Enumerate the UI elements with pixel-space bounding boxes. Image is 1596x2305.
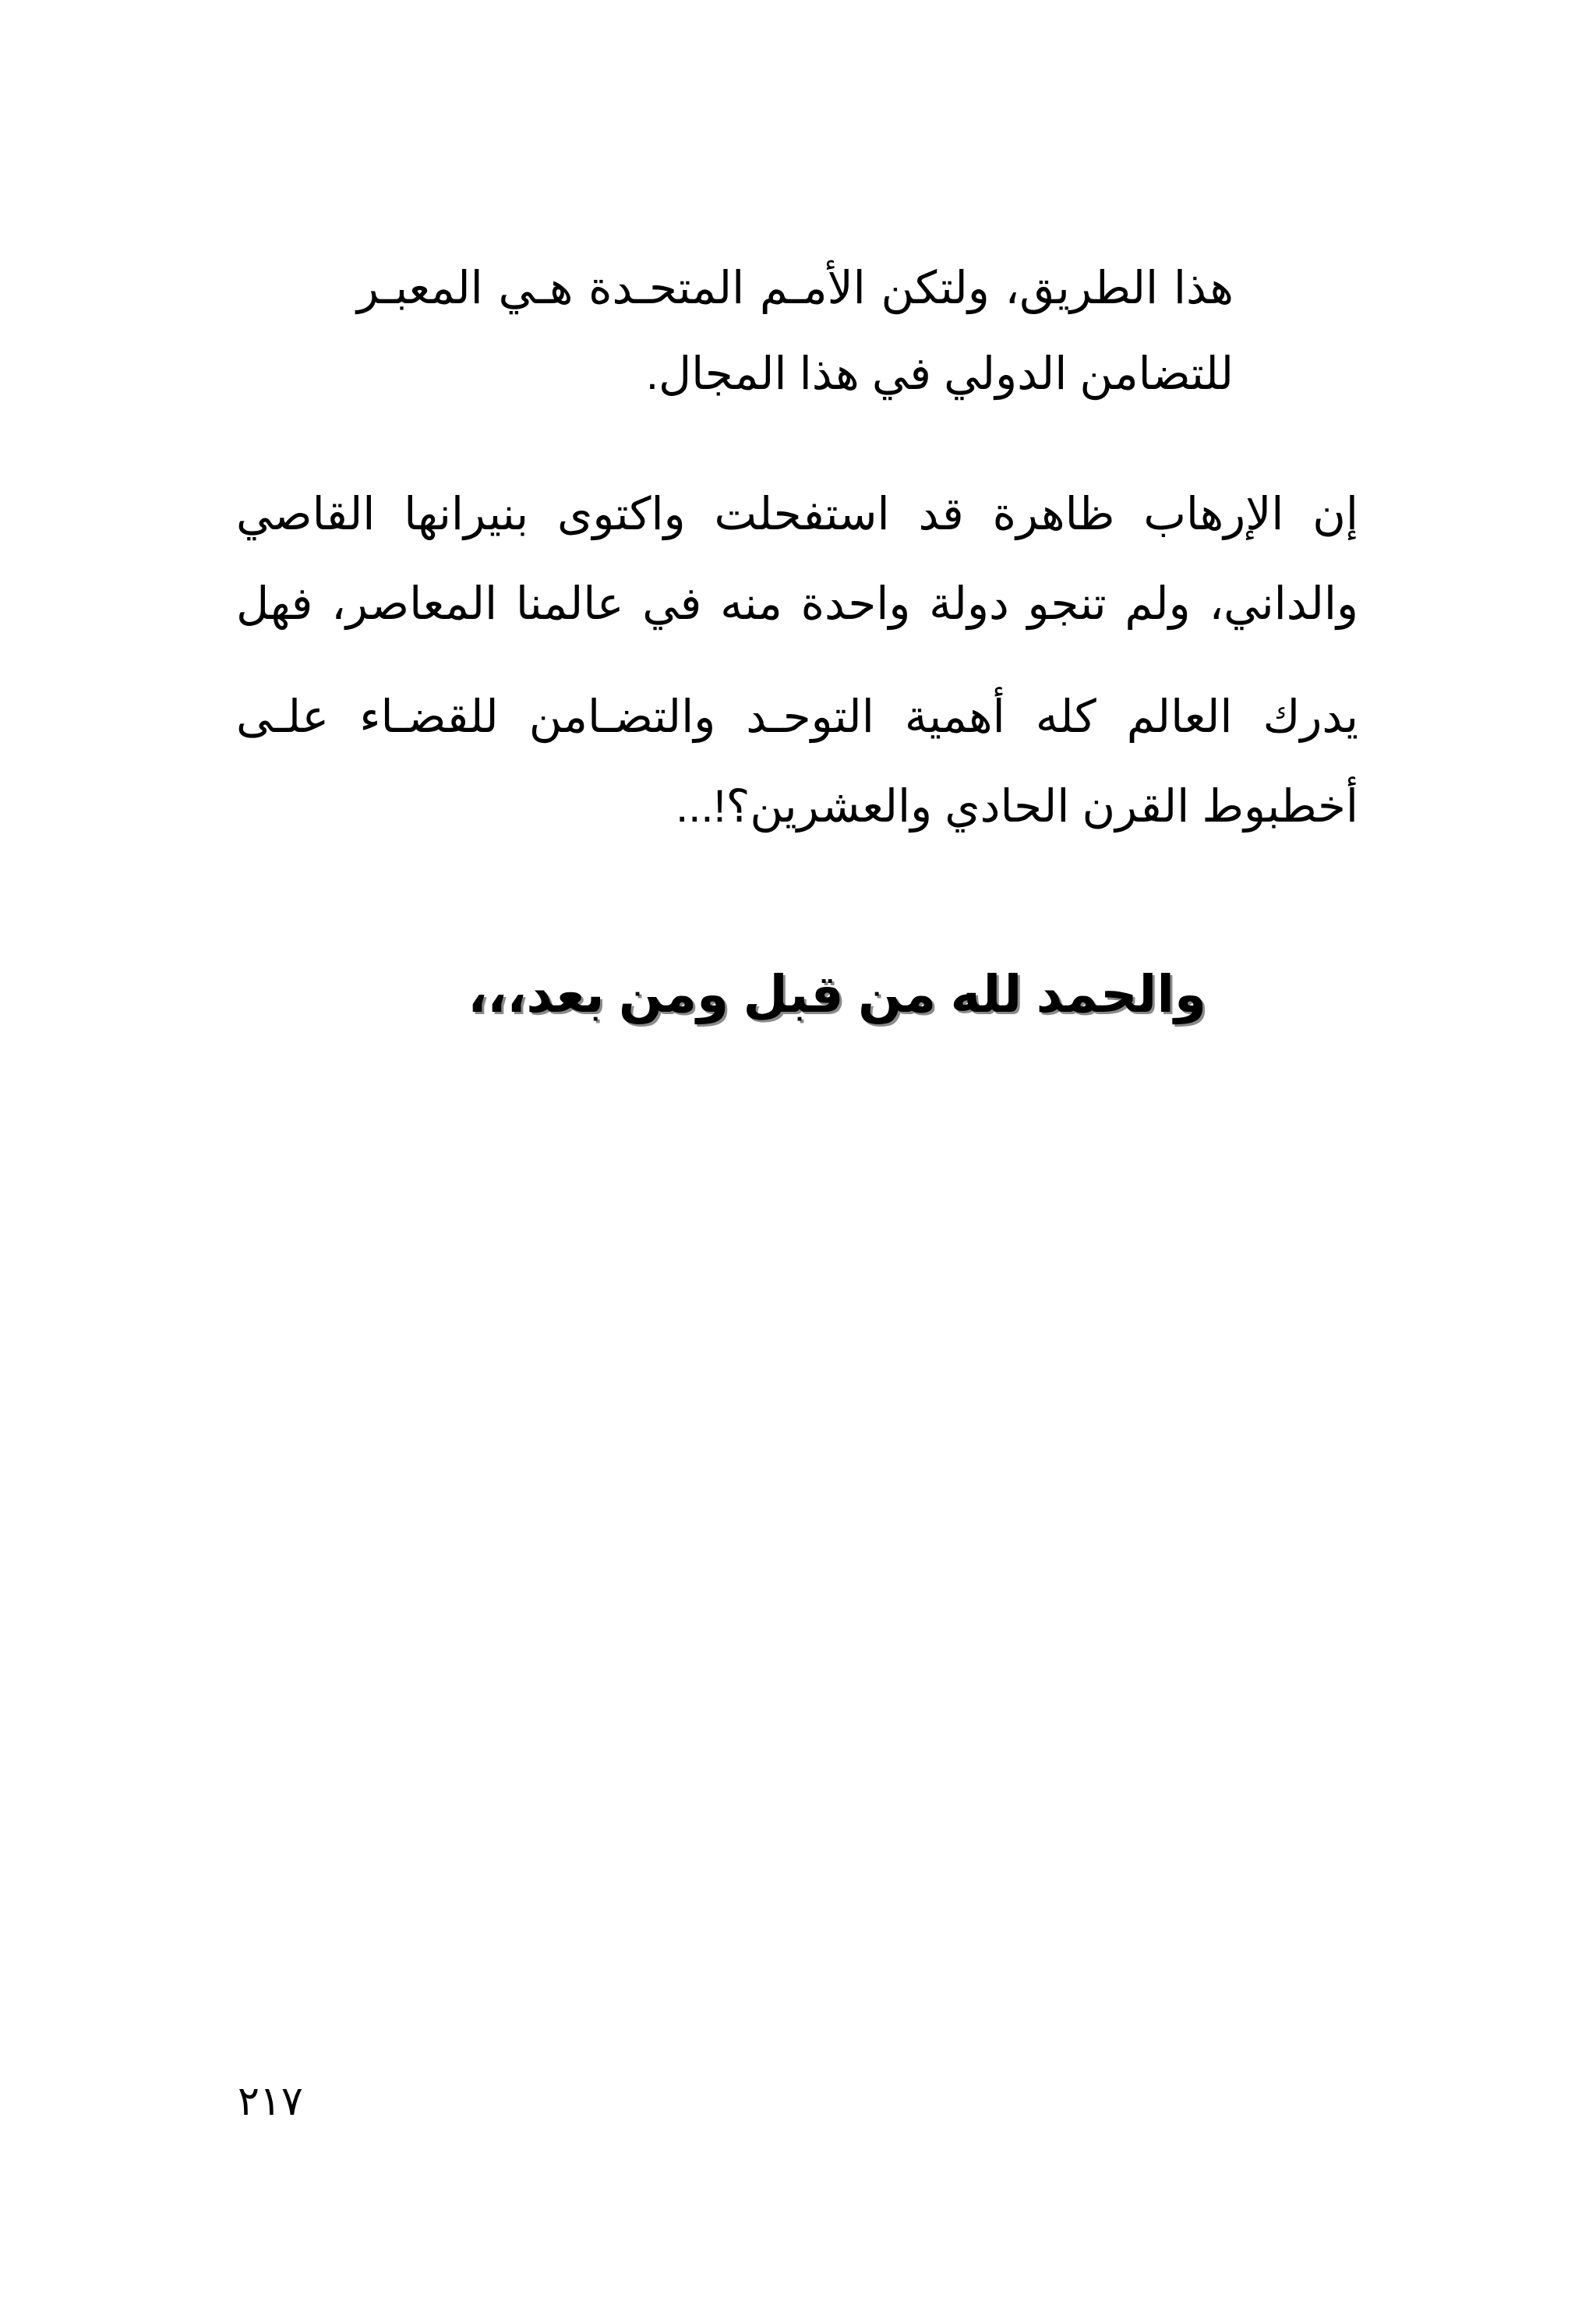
paragraph-2-line-4: أخطبوط القرن الحادي والعشرين؟!... — [676, 781, 1358, 832]
page-number: ٢١٧ — [238, 2080, 303, 2124]
paragraph-2-line-1: إن الإرهاب ظاهرة قد استفحلت واكتوى بنيرانها القاصي — [236, 489, 1358, 539]
paragraph-1-line-2: للتضامن الدولي في هذا المجال. — [645, 348, 1234, 399]
paragraph-2-line-2: والداني، ولم تنجو دولة واحدة منه في عالمنا المعاصر، فهل — [236, 578, 1358, 629]
closing-line: والحمد لله من قبل ومن بعد،،، — [468, 965, 1206, 1023]
paragraph-1-line-1: هذا الطريق، ولتكن الأمـم المتحـدة هـي المعبـر — [357, 263, 1234, 313]
paragraph-2-line-3: يدرك العالم كله أهمية التوحـد والتضـامن للقضـاء علـى — [236, 691, 1358, 742]
